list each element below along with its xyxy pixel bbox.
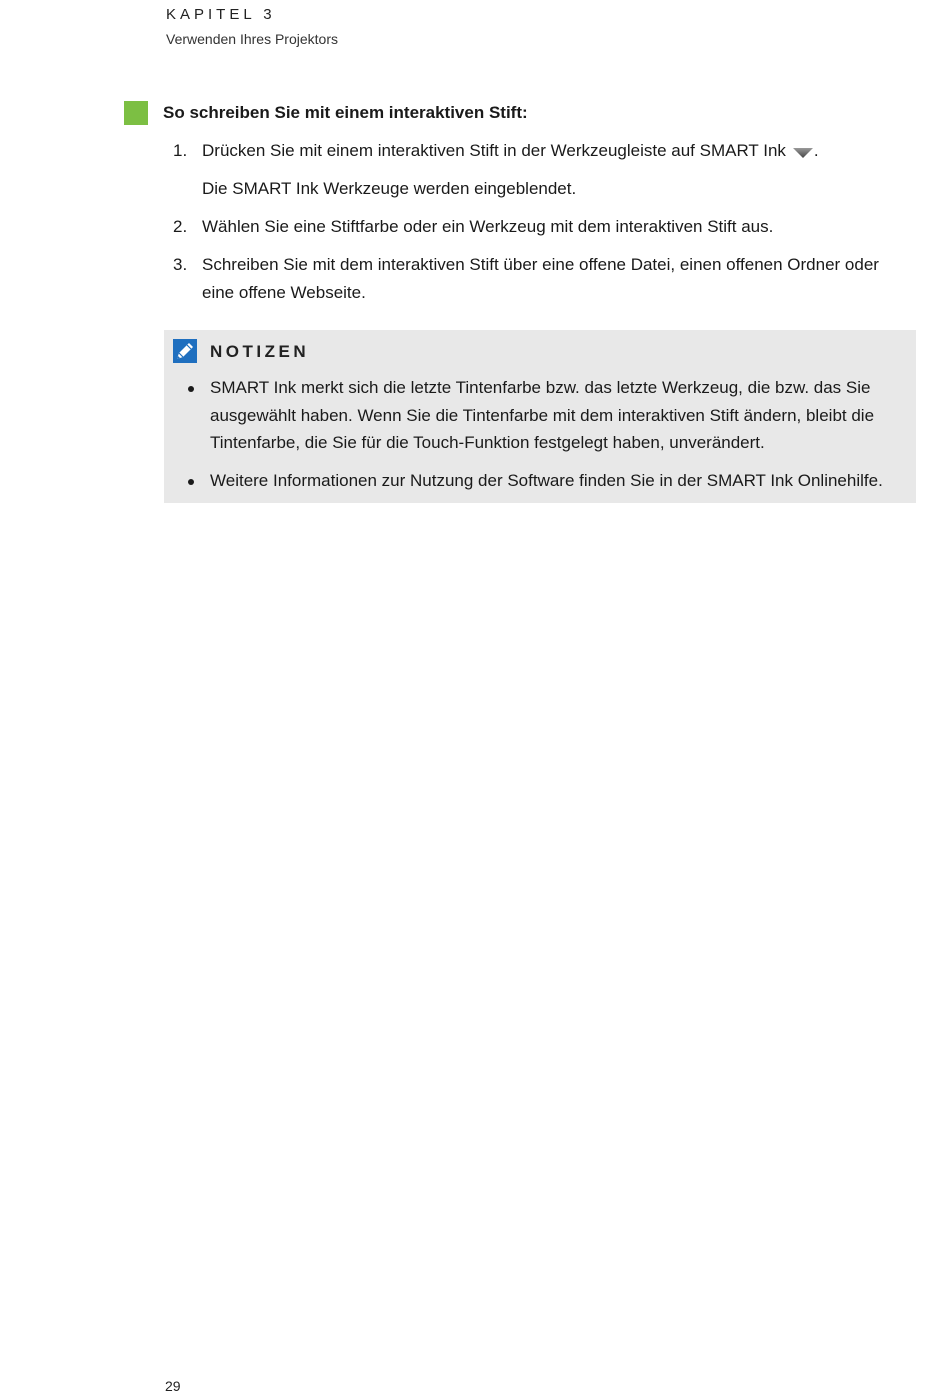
step-text: Schreiben Sie mit dem interaktiven Stift über eine offene Datei, einen offenen Ordner oder eine offene Webseite. (202, 255, 879, 302)
bullet-icon (188, 386, 194, 392)
notes-box (164, 330, 916, 503)
step-text-main: Drücken Sie mit einem interaktiven Stift in der Werkzeugleiste auf SMART Ink (202, 141, 786, 160)
procedure-step-3 (173, 251, 913, 307)
bullet-icon (188, 479, 194, 485)
step-result: Die SMART Ink Werkzeuge werden eingeblendet. (202, 179, 577, 198)
note-pencil-icon (173, 339, 197, 363)
step-number: 3. (173, 255, 188, 274)
note-text: SMART Ink merkt sich die letzte Tintenfarbe bzw. das letzte Werkzeug, die bzw. das Sie ausgewählt haben. Wenn Sie die Tintenfarbe mit dem interaktiven Stift ändern, bleibt die Tintenfarbe, die Sie für die Touch-Funktion festgelegt haben, unverändert. (210, 378, 875, 452)
page-number: 29 (165, 1378, 181, 1394)
note-text: Weitere Informationen zur Nutzung der Software finden Sie in der SMART Ink Onlinehilfe. (210, 471, 883, 490)
step-number: 2. (173, 217, 188, 236)
procedure-heading: So schreiben Sie mit einem interaktiven Stift: (163, 103, 528, 122)
step-number: 1. (173, 141, 188, 160)
notes-title: NOTIZEN (210, 342, 310, 361)
chapter-subtitle: Verwenden Ihres Projektors (166, 31, 338, 47)
step-text (202, 137, 912, 165)
chapter-label: KAPITEL 3 (166, 6, 276, 23)
step-text-suffix: . (813, 141, 819, 160)
procedure-marker-icon (124, 101, 148, 125)
step-text: Wählen Sie eine Stiftfarbe oder ein Werkzeug mit dem interaktiven Stift aus. (202, 217, 774, 236)
smart-ink-dropdown-icon (792, 145, 814, 159)
